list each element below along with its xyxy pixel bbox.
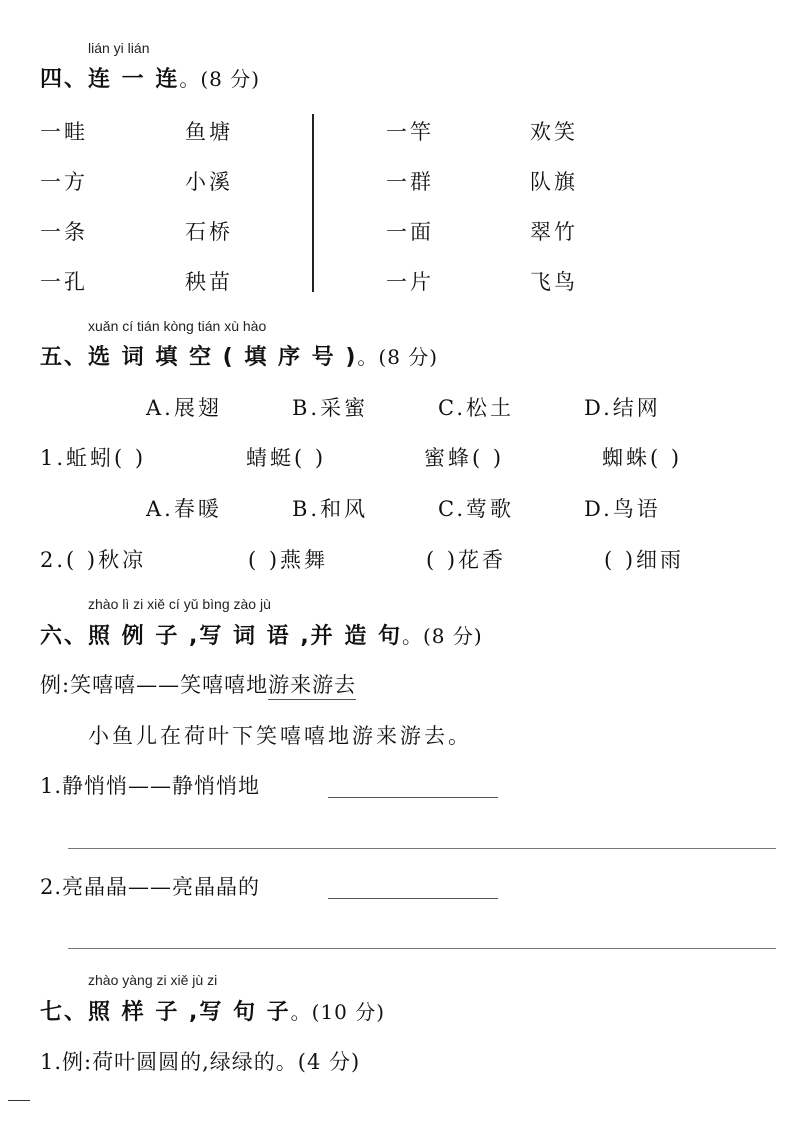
page-corner-mark (8, 1100, 30, 1101)
sec5-q1-blank-3[interactable]: 蜜蜂( ) (424, 446, 505, 470)
sec4-left-b-1[interactable]: 小溪 (185, 170, 233, 194)
sec6-q2-answer-line[interactable] (328, 898, 498, 899)
sec6-q1-sentence-line[interactable] (68, 848, 776, 849)
sec5-q1-blank-4[interactable]: 蜘蛛( ) (602, 446, 683, 470)
sec6-example-sentence: 小鱼儿在荷叶下笑嘻嘻地游来游去。 (88, 724, 472, 748)
sec4-points: 。(8 分) (179, 67, 261, 91)
sec4-right-a-0[interactable]: 一竿 (386, 120, 434, 144)
sec4-right-b-3[interactable]: 飞鸟 (530, 270, 578, 294)
sec5-q2-option-c: C.莺歌 (438, 497, 514, 521)
sec7-title: 七、照 样 子 ,写 句 子 (40, 1000, 291, 1025)
sec7-points: 。(10 分) (290, 1000, 386, 1024)
sec6-q1-answer-line[interactable] (328, 797, 498, 798)
sec5-q2-blank-2[interactable]: ( )燕舞 (248, 548, 329, 572)
sec4-left-b-0[interactable]: 鱼塘 (185, 120, 233, 144)
sec4-left-a-0[interactable]: 一畦 (40, 120, 88, 144)
sec5-q2-blank-4[interactable]: ( )细雨 (604, 548, 685, 572)
sec5-q2-option-b: B.和风 (292, 497, 369, 521)
sec5-q2-option-a: A.春暖 (146, 497, 222, 521)
sec5-q1-option-d: D.结网 (584, 396, 661, 420)
sec4-left-b-2[interactable]: 石桥 (185, 220, 233, 244)
sec4-divider (312, 114, 314, 292)
sec6-q2-prompt: 2.亮晶晶——亮晶晶的 (40, 875, 261, 899)
sec4-left-b-3[interactable]: 秧苗 (185, 270, 233, 294)
sec5-q2-blank-3[interactable]: ( )花香 (426, 548, 507, 572)
sec4-right-b-0[interactable]: 欢笑 (530, 120, 578, 144)
sec7-q1-prompt: 1.例:荷叶圆圆的,绿绿的。(4 分) (40, 1050, 361, 1074)
sec4-right-a-2[interactable]: 一面 (386, 220, 434, 244)
sec4-right-a-1[interactable]: 一群 (386, 170, 434, 194)
sec5-q2-option-d: D.鸟语 (584, 497, 661, 521)
sec4-left-a-2[interactable]: 一条 (40, 220, 88, 244)
sec6-example (40, 669, 356, 699)
sec4-title: 四、连 一 连 (40, 67, 180, 92)
sec5-q1-option-c: C.松土 (438, 396, 514, 420)
sec6-example-answer: 游来游去 (268, 673, 356, 700)
sec6-points: 。(8 分) (402, 624, 483, 648)
sec4-right-b-1[interactable]: 队旗 (530, 170, 578, 194)
sec6-pinyin: zhào lì zi xiě cí yǔ bìng zào jù (88, 596, 271, 612)
sec5-q1-option-a: A.展翅 (146, 396, 222, 420)
sec6-q1-prompt: 1.静悄悄——静悄悄地 (40, 774, 261, 798)
sec7-pinyin: zhào yàng zi xiě jù zi (88, 972, 218, 988)
sec5-q2-blank-1[interactable]: 2.( )秋凉 (40, 548, 147, 572)
sec6-title: 六、照 例 子 ,写 词 语 ,并 造 句 (40, 624, 402, 649)
sec6-heading (40, 619, 483, 650)
sec5-pinyin: xuǎn cí tián kòng tián xù hào (88, 318, 267, 334)
sec5-title: 五、选 词 填 空 ( 填 序 号 ) (40, 345, 358, 370)
sec4-left-a-3[interactable]: 一孔 (40, 270, 88, 294)
sec4-left-a-1[interactable]: 一方 (40, 170, 88, 194)
sec7-heading (40, 995, 385, 1026)
sec6-q2-sentence-line[interactable] (68, 948, 776, 949)
sec4-right-a-3[interactable]: 一片 (386, 270, 434, 294)
sec5-points: 。(8 分) (357, 345, 439, 369)
sec4-pinyin: lián yi lián (88, 40, 150, 56)
sec5-q1-blank-2[interactable]: 蜻蜓( ) (246, 446, 327, 470)
sec5-q1-option-b: B.采蜜 (292, 396, 369, 420)
sec4-right-b-2[interactable]: 翠竹 (530, 220, 578, 244)
sec4-heading (40, 62, 260, 93)
sec5-q1-blank-1[interactable]: 1.蚯蚓( ) (40, 446, 147, 470)
sec5-heading (40, 340, 438, 371)
sec6-example-label: 例:笑嘻嘻——笑嘻嘻地 (40, 673, 269, 697)
